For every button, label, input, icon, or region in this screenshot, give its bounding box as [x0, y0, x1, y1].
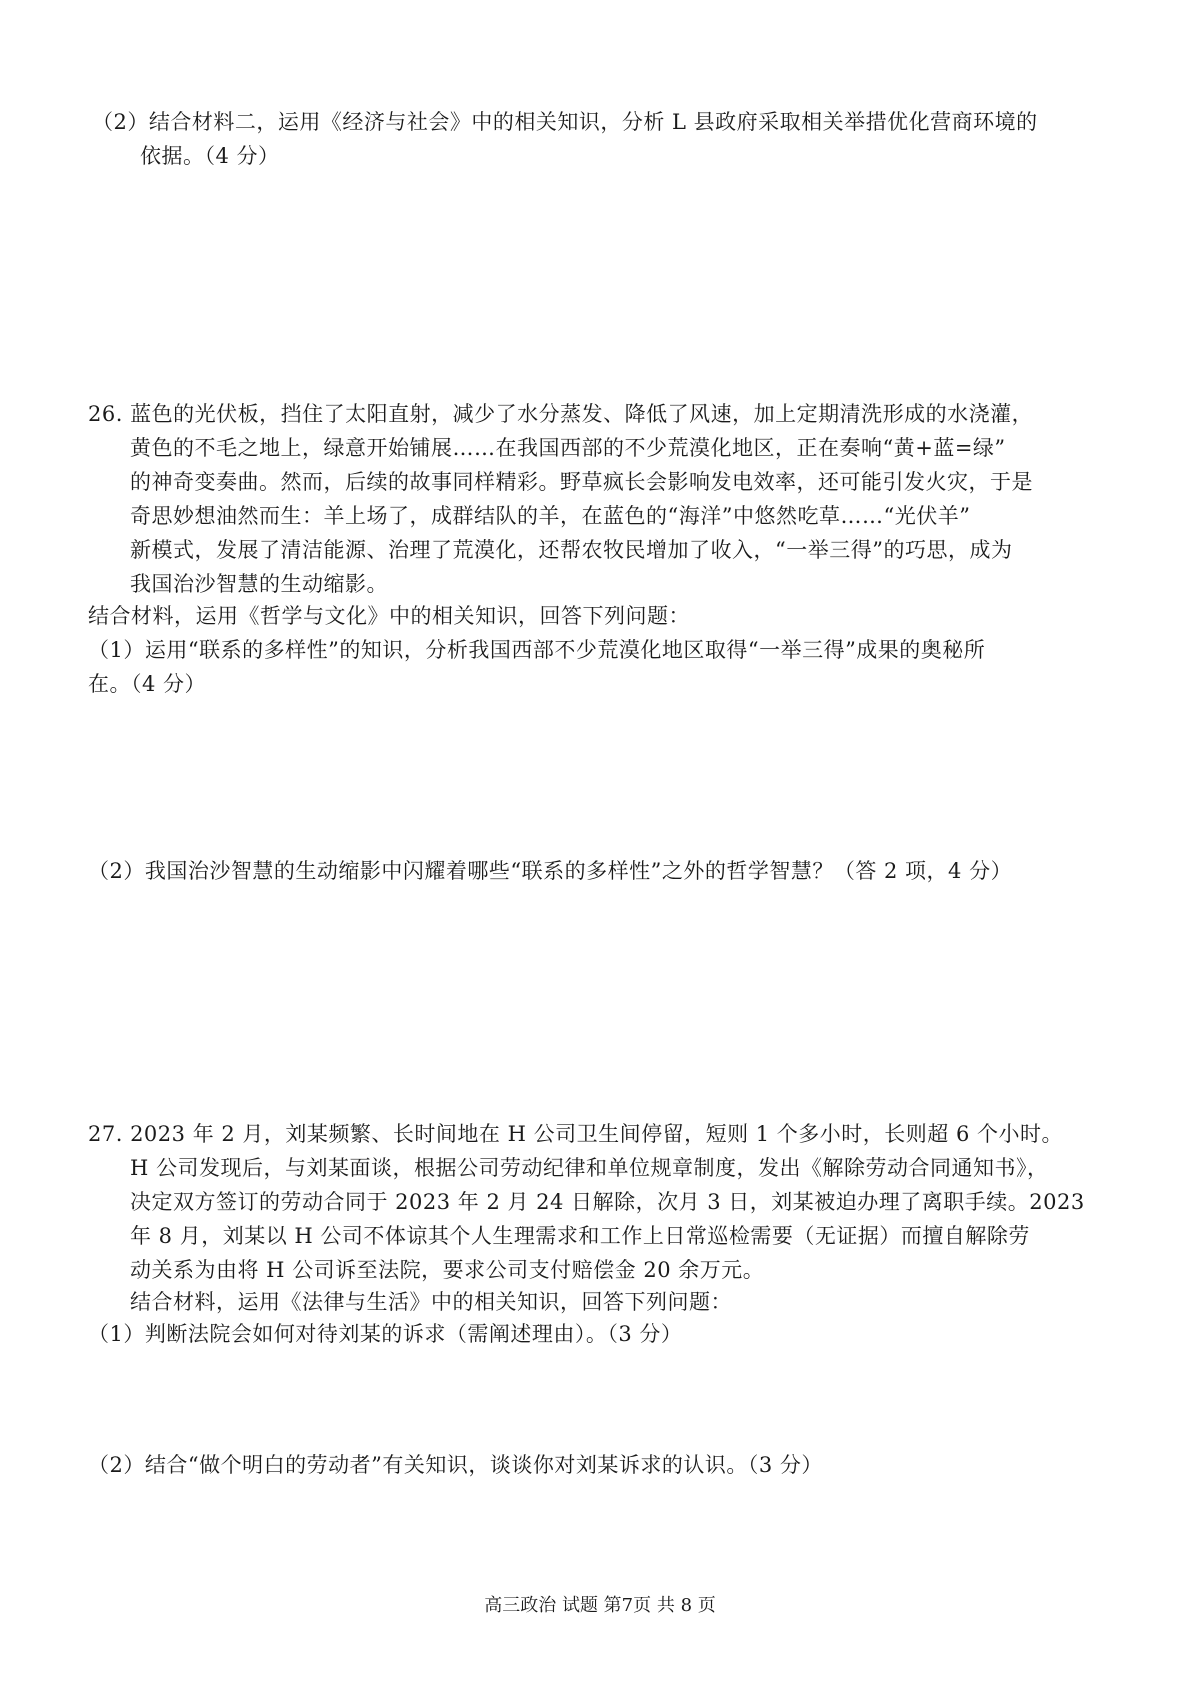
q27-instruction: 结合材料，运用《法律与生活》中的相关知识，回答下列问题：: [130, 1290, 732, 1314]
q26-material-line-4: 奇思妙想油然而生：羊上场了，成群结队的羊，在蓝色的“海洋”中悠然吃草……“光伏羊”: [130, 504, 971, 528]
q26-sub1-line-1: （1）运用“联系的多样性”的知识，分析我国西部不少荒漠化地区取得“一举三得”成果的奥秘所: [88, 638, 986, 662]
q27-sub2: （2）结合“做个明白的劳动者”有关知识，谈谈你对刘某诉求的认识。（3 分）: [88, 1453, 823, 1477]
q26-material-line-2: 黄色的不毛之地上，绿意开始铺展……在我国西部的不少荒漠化地区，正在奏响“黄+蓝=绿”: [130, 436, 1006, 460]
q27-material-line-5: 动关系为由将 H 公司诉至法院，要求公司支付赔偿金 20 余万元。: [130, 1258, 765, 1282]
page-footer: 高三政治 试题 第7页 共 8 页: [484, 1595, 716, 1616]
q26-instruction: 结合材料，运用《哲学与文化》中的相关知识，回答下列问题：: [88, 604, 690, 628]
q26-material-line-1: 26. 蓝色的光伏板，挡住了太阳直射，减少了水分蒸发、降低了风速，加上定期清洗形成的水浇灌，: [88, 402, 1034, 426]
q26-material-line-6: 我国治沙智慧的生动缩影。: [130, 572, 388, 596]
q26-material-line-3: 的神奇变奏曲。然而，后续的故事同样精彩。野草疯长会影响发电效率，还可能引发火灾，于是: [130, 470, 1033, 494]
q27-material-line-3: 决定双方签订的劳动合同于 2023 年 2 月 24 日解除，次月 3 日，刘某被迫办理了离职手续。2023: [130, 1190, 1085, 1214]
q26-sub2: （2）我国治沙智慧的生动缩影中闪耀着哪些“联系的多样性”之外的哲学智慧？（答 2 项，4 分）: [88, 859, 1013, 883]
q27-sub1: （1）判断法院会如何对待刘某的诉求（需阐述理由）。（3 分）: [88, 1322, 683, 1346]
q25-sub2-line-1: （2）结合材料二，运用《经济与社会》中的相关知识，分析 L 县政府采取相关举措优化营商环境的: [92, 110, 1038, 134]
q26-material-line-5: 新模式，发展了清洁能源、治理了荒漠化，还帮农牧民增加了收入，“一举三得”的巧思，成为: [130, 538, 1013, 562]
q25-sub2-line-2: 依据。（4 分）: [140, 144, 280, 168]
q27-material-line-2: H 公司发现后，与刘某面谈，根据公司劳动纪律和单位规章制度，发出《解除劳动合同通知书》，: [130, 1156, 1049, 1180]
q27-material-line-1: 27. 2023 年 2 月，刘某频繁、长时间地在 H 公司卫生间停留，短则 1 个多小时，长则超 6 个小时。: [88, 1122, 1063, 1146]
q27-material-line-4: 年 8 月，刘某以 H 公司不体谅其个人生理需求和工作上日常巡检需要（无证据）而擅自解除劳: [130, 1224, 1030, 1248]
q26-sub1-line-2: 在。（4 分）: [88, 672, 207, 696]
